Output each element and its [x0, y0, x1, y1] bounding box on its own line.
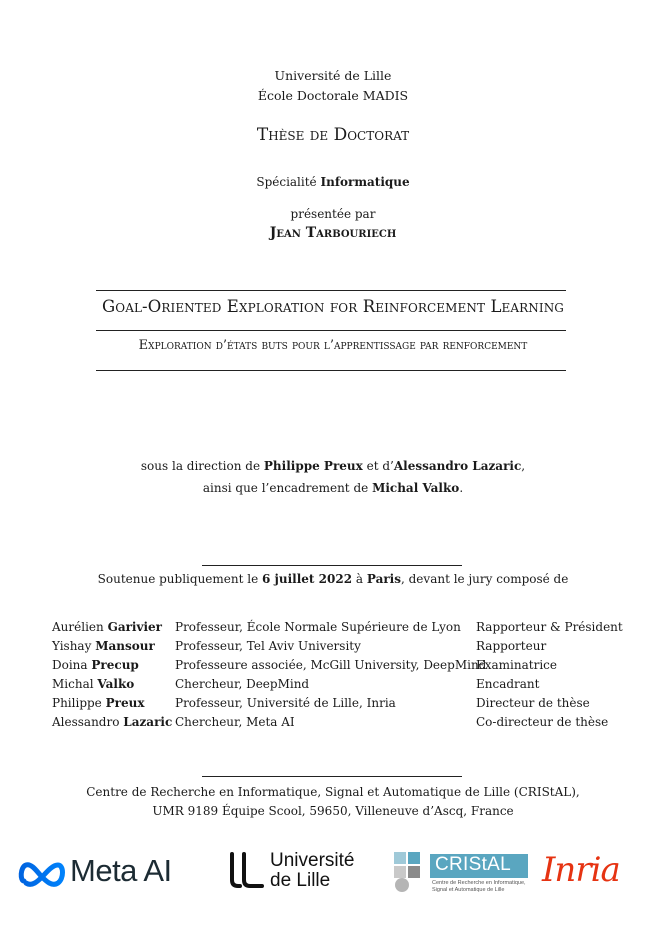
jury-position: Professeur, École Normale Supérieure de Lyon [175, 620, 461, 634]
jury-name [52, 658, 139, 672]
defense-rule [202, 565, 462, 566]
jury-last-name: Garivier [107, 620, 162, 634]
supervision-mid: et d’ [366, 459, 394, 473]
defense-place: Paris [366, 572, 401, 586]
jury-first-name: Alessandro [52, 715, 120, 729]
title-rule-top [96, 290, 566, 291]
jury-name [52, 677, 134, 691]
speciality-value: Informatique [320, 175, 410, 189]
jury-name [52, 715, 172, 729]
jury-first-name: Yishay [52, 639, 92, 653]
jury-role: Co-directeur de thèse [476, 715, 609, 729]
title-rule-middle [96, 330, 566, 331]
jury-first-name: Philippe [52, 696, 102, 710]
supervision-prefix: sous la direction de [140, 459, 261, 473]
jury-first-name: Michal [52, 677, 94, 691]
cristal-subtitle-2: Signal et Automatique de Lille [432, 886, 505, 893]
jury-position: Chercheur, DeepMind [175, 677, 310, 691]
jury-last-name: Mansour [95, 639, 155, 653]
jury-last-name: Valko [97, 677, 135, 691]
advisor-prefix: ainsi que l’encadrement de [202, 481, 369, 495]
thesis-type: Thèse de Doctorat [256, 125, 410, 145]
author-name: Jean Tarbouriech [269, 225, 397, 241]
advisor-suffix: . [459, 481, 464, 495]
jury-last-name: Precup [91, 658, 139, 672]
jury-name [52, 696, 144, 710]
jury-role: Rapporteur [476, 639, 547, 653]
defense-line [0, 572, 666, 586]
codirector-name: Alessandro Lazaric [393, 459, 522, 473]
jury-role: Directeur de thèse [476, 696, 590, 710]
lab-line-2: UMR 9189 Équipe Scool, 59650, Villeneuve d’Ascq, France [152, 804, 514, 818]
speciality [0, 175, 666, 189]
jury-role: Encadrant [476, 677, 540, 691]
jury-position: Chercheur, Meta AI [175, 715, 295, 729]
defense-suffix: , devant le jury composé de [401, 572, 569, 586]
defense-mid: à [355, 572, 364, 586]
meta-ai-text: Meta AI [70, 853, 172, 888]
inria-text: Inria [542, 850, 620, 890]
supervision-line-1 [0, 459, 666, 473]
thesis-title-french: Exploration d’états buts pour l’apprentissage par renforcement [138, 338, 528, 353]
cristal-logo [392, 850, 532, 894]
cristal-subtitle-1: Centre de Recherche en Informatique, [432, 880, 526, 886]
jury-position: Professeure associée, McGill University, DeepMind [175, 658, 487, 672]
jury-role: Examinatrice [476, 658, 557, 672]
lille-emblem-icon [228, 852, 264, 890]
lille-line-1: Université [270, 850, 355, 871]
jury-position: Professeur, Université de Lille, Inria [175, 696, 396, 710]
lille-line-2: de Lille [270, 870, 331, 891]
supervision-line-2 [0, 481, 666, 495]
lab-line-1: Centre de Recherche en Informatique, Signal et Automatique de Lille (CRIStAL), [86, 785, 580, 799]
supervision-suffix: , [521, 459, 526, 473]
defense-prefix: Soutenue publiquement le [97, 572, 259, 586]
jury-name [52, 620, 162, 634]
meta-ai-logo [18, 853, 208, 893]
director-name: Philippe Preux [263, 459, 363, 473]
jury-last-name: Lazaric [123, 715, 173, 729]
jury-name [52, 639, 155, 653]
universite-de-lille-logo [228, 852, 378, 894]
defense-date: 6 juillet 2022 [262, 572, 353, 586]
jury-last-name: Preux [105, 696, 145, 710]
university-name: Université de Lille [274, 68, 392, 83]
doctoral-school: École Doctorale MADIS [257, 88, 409, 103]
jury-first-name: Doina [52, 658, 88, 672]
cristal-text: CRIStAL [435, 854, 512, 875]
meta-infinity-icon [18, 859, 66, 889]
title-rule-bottom [96, 370, 566, 371]
jury-position: Professeur, Tel Aviv University [175, 639, 361, 653]
jury-first-name: Aurélien [52, 620, 104, 634]
inria-logo [540, 850, 656, 894]
speciality-prefix: Spécialité [256, 175, 317, 189]
presented-by: présentée par [290, 207, 376, 221]
lab-rule [202, 776, 462, 777]
advisor-name: Michal Valko [372, 481, 460, 495]
jury-role: Rapporteur & Président [476, 620, 623, 634]
thesis-title-english: Goal-Oriented Exploration for Reinforcement Learning [101, 297, 564, 316]
